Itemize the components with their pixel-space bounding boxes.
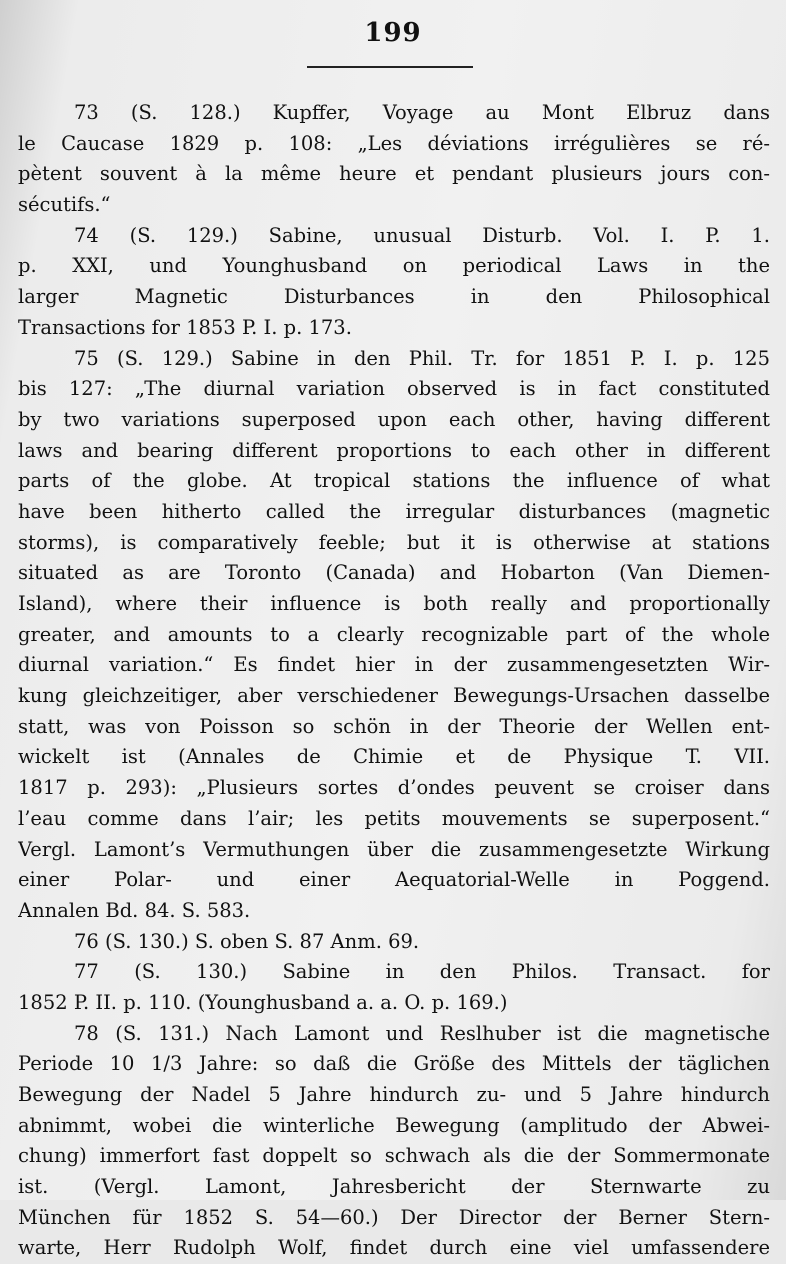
text-line: München für 1852 S. 54—60.) Der Director der Berner Stern- — [18, 1205, 770, 1229]
text-line: greater, and amounts to a clearly recognizable part of the whole — [18, 622, 770, 646]
text-line: pètent souvent à la même heure et pendant plusieurs jours con- — [18, 162, 770, 186]
text-line: l’eau comme dans l’air; les petits mouvements se superposent.“ — [18, 806, 770, 830]
text-line: situated as are Toronto (Canada) and Hobarton (Van Diemen- — [18, 561, 770, 585]
text-line: Annalen Bd. 84. S. 583. — [18, 898, 251, 922]
page-number: 199 — [364, 18, 422, 48]
text-line: 1852 P. II. p. 110. (Younghusband a. a. O. p. 169.) — [18, 990, 508, 1014]
text-line: le Caucase 1829 p. 108: „Les déviations irrégulières se ré- — [18, 131, 770, 155]
text-line: abnimmt, wobei die winterliche Bewegung (amplitudo der Abwei- — [18, 1113, 770, 1137]
text-line: warte, Herr Rudolph Wolf, findet durch eine viel umfassendere — [18, 1236, 770, 1260]
footnotes-body — [18, 98, 770, 1264]
text-line: Periode 10 1/3 Jahre: so daß die Größe des Mittels der täglichen — [18, 1052, 770, 1076]
text-line: Bewegung der Nadel 5 Jahre hindurch zu- und 5 Jahre hindurch — [18, 1083, 770, 1106]
text-line: p. XXI, und Younghusband on periodical Laws in the — [18, 254, 770, 278]
text-line: Transactions for 1853 P. I. p. 173. — [18, 315, 352, 339]
text-line: 74 (S. 129.) Sabine, unusual Disturb. Vol. I. P. 1. — [74, 223, 770, 247]
text-line: by two variations superposed upon each other, having different — [18, 407, 770, 431]
text-line: parts of the globe. At tropical stations the influence of what — [18, 469, 770, 493]
text-line: 1817 p. 293): „Plusieurs sortes d’ondes peuvent se croiser dans — [18, 776, 770, 800]
text-line: Island), where their influence is both really and proportionally — [18, 592, 770, 615]
text-line: wickelt ist (Annales de Chimie et de Physique T. VII. — [18, 745, 770, 769]
text-line: storms), is comparatively feeble; but it is otherwise at stations — [18, 530, 770, 554]
text-line: einer Polar- und einer Aequatorial-Welle in Poggend. — [18, 868, 770, 892]
text-line: 77 (S. 130.) Sabine in den Philos. Transact. for — [74, 960, 770, 984]
text-line: 73 (S. 128.) Kupffer, Voyage au Mont Elbruz dans — [74, 101, 770, 124]
text-line: have been hitherto called the irregular disturbances (magnetic — [18, 499, 770, 523]
text-line: diurnal variation.“ Es findet hier in der zusammengesetzten Wir- — [18, 653, 770, 677]
text-line: 76 (S. 130.) S. oben S. 87 Anm. 69. — [74, 929, 420, 953]
text-line: 75 (S. 129.) Sabine in den Phil. Tr. for 1851 P. I. p. 125 — [74, 346, 770, 370]
text-line: 78 (S. 131.) Nach Lamont und Reslhuber ist die magnetische — [74, 1021, 770, 1045]
text-line: larger Magnetic Disturbances in den Philosophical — [18, 285, 770, 309]
text-line: bis 127: „The diurnal variation observed is in fact constituted — [18, 377, 770, 401]
header-rule — [307, 66, 473, 68]
text-line: Vergl. Lamont’s Vermuthungen über die zusammengesetzte Wirkung — [18, 837, 770, 861]
text-line: sécutifs.“ — [18, 193, 111, 217]
text-line: chung) immerfort fast doppelt so schwach als die der Sommermonate — [18, 1144, 770, 1168]
text-line: statt, was von Poisson so schön in der Theorie der Wellen ent- — [18, 714, 770, 738]
text-line: ist. (Vergl. Lamont, Jahresbericht der Sternwarte zu — [18, 1175, 770, 1199]
text-line: kung gleichzeitiger, aber verschiedener Bewegungs-Ursachen dasselbe — [18, 684, 770, 708]
text-line: laws and bearing different proportions to each other in different — [18, 438, 770, 462]
